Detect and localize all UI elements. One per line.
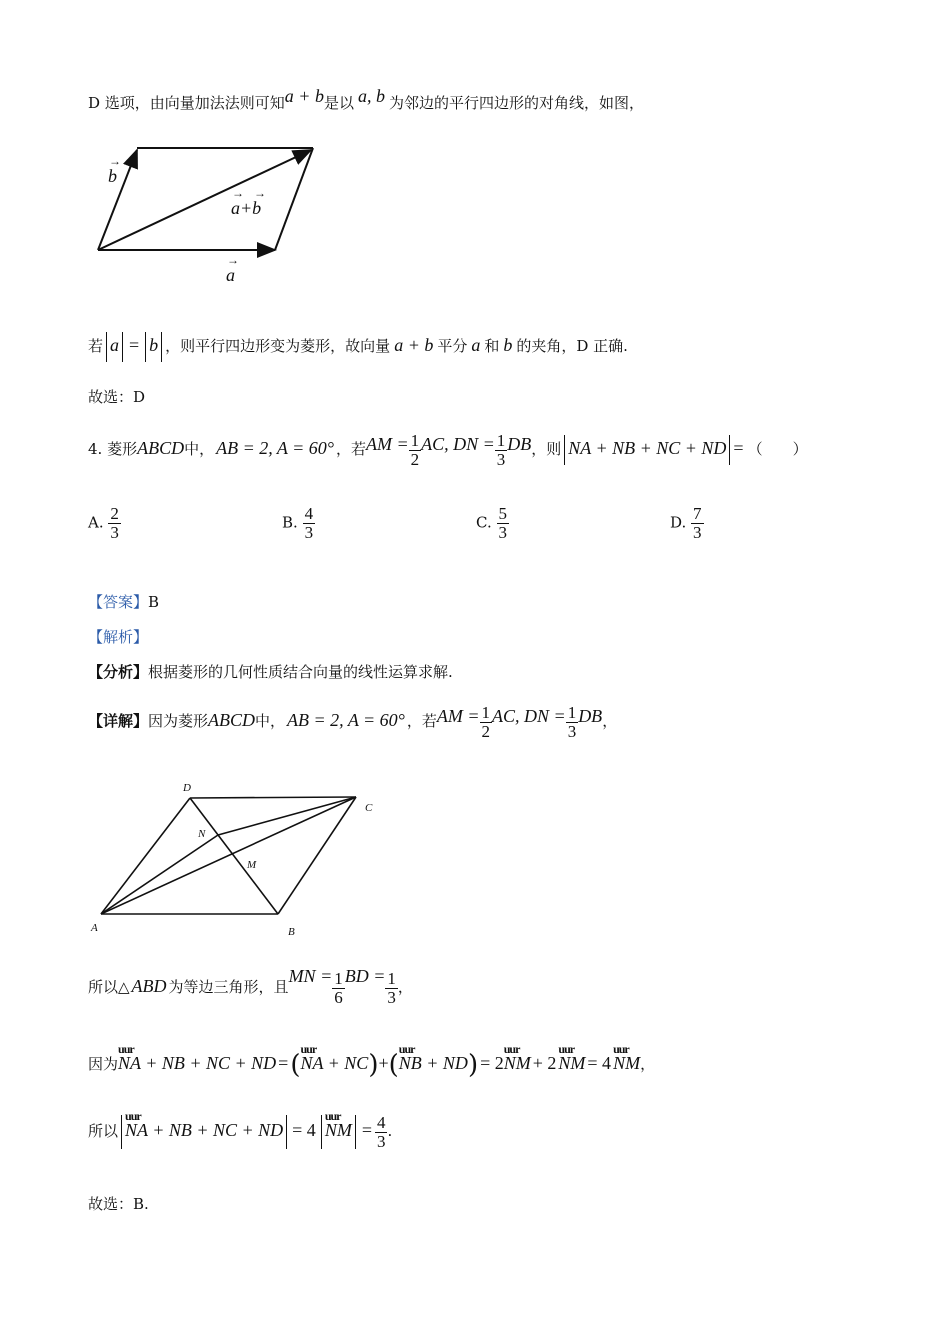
- d-option-mid: 是以: [323, 94, 354, 112]
- d-option-line: [88, 86, 644, 113]
- label-b: → b: [108, 154, 121, 186]
- equilateral-line: 所以△ ABD 为等边三角形，且MN = $\frac{1}{6}$ BD = $\frac{1}{3}$ ，: [88, 966, 413, 1007]
- rhombus-figure: [85, 775, 385, 945]
- prev-answer: 故选：D: [88, 388, 146, 406]
- parallelogram-figure: [85, 140, 325, 290]
- final-answer: 故选：B.: [88, 1195, 149, 1213]
- diagonal-db: [190, 798, 278, 914]
- option-d[interactable]: D. $\frac{7}{3}$: [670, 504, 702, 542]
- rhombus-note: 若 a = b ，则平行四边形变为菱形，故向量 a + b 平分 a 和 b 的夹角，D 正确.: [88, 330, 628, 362]
- option-b[interactable]: B. $\frac{4}{3}$: [282, 504, 314, 542]
- option-c[interactable]: C. $\frac{5}{3}$: [476, 504, 507, 542]
- point-m: M: [247, 859, 257, 871]
- option-a[interactable]: A. $\frac{2}{3}$: [88, 504, 119, 542]
- label-a: → a: [226, 253, 239, 285]
- point-n: N: [198, 828, 206, 840]
- fenxi-line: 【分析】根据菱形的几何性质结合向量的线性运算求解.: [88, 663, 453, 681]
- so-line: 所以uur NA + NB + NC + ND = 4uur NM = $\frac{4}{3}$ .: [88, 1110, 392, 1151]
- edge-ad: [101, 798, 190, 914]
- label-a-plus-b: →→ a+b: [231, 186, 276, 218]
- d-option-lead: D 选项，由向量加法法则可知: [88, 94, 285, 112]
- vertex-b: B: [288, 926, 295, 938]
- vector-sum-arrow: [98, 150, 311, 250]
- answer-value: B: [148, 593, 160, 611]
- analysis-tag: 【解析】: [88, 628, 149, 646]
- answer-line: [88, 591, 159, 612]
- detail-line: 【详解】因为菱形ABCD中， AB = 2, A = 60° ，若AM = $\frac{1}{2}$ AC, DN = $\frac{1}{3}$ DB，: [88, 702, 618, 741]
- vertex-c: C: [365, 802, 373, 814]
- question-4: 4. 菱形ABCD中， AB = 2, A = 60° ，若AM = $\frac{1}{2}$ AC, DN = $\frac{1}{3}$ DB，则 NA + NB + NC + ND = （ ）: [88, 430, 808, 469]
- edge-dc: [190, 797, 356, 798]
- vector-pair: a, b: [357, 86, 385, 106]
- vertex-a: A: [91, 922, 98, 934]
- vertex-d: D: [183, 782, 191, 794]
- answer-tag: 【答案】: [88, 593, 149, 611]
- d-option-tail: 为邻边的平行四边形的对角线，如图，: [388, 94, 644, 112]
- segment-an: [101, 835, 218, 914]
- because-line: 因为uur NA + NB + NC + ND =(uur NA + NC)+(uur NB + ND) = 2uur NM + 2uur NM = 4uur NM，: [88, 1048, 655, 1080]
- vector-sum: a + b: [284, 86, 324, 106]
